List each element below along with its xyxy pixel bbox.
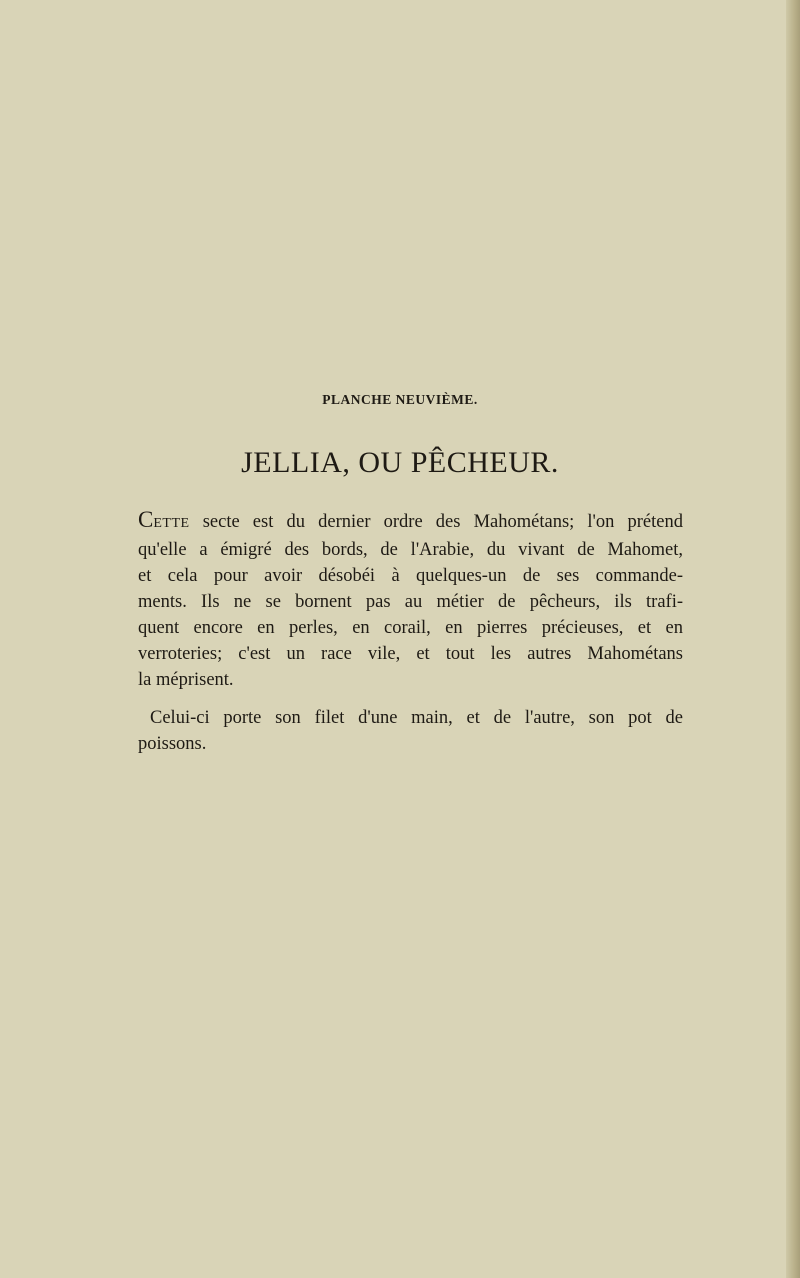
text-line: qu'elle a émigré des bords, de l'Arabie, du vivant de Mahomet,	[138, 540, 683, 560]
drop-cap: C	[138, 507, 154, 532]
paragraph-1	[138, 507, 683, 693]
text-line: poissons.	[138, 734, 207, 754]
small-caps: ETTE	[153, 516, 190, 531]
page-edge	[786, 0, 800, 1278]
text-line: Celui-ci porte son filet d'une main, et de l'autre, son pot de	[150, 708, 683, 728]
text-line: et cela pour avoir désobéi à quelques-un de ses commande-	[138, 566, 683, 586]
text-line: ments. Ils ne se bornent pas au métier de pêcheurs, ils trafi-	[138, 592, 683, 612]
paragraph-2	[138, 705, 683, 757]
text-line: la méprisent.	[138, 670, 234, 690]
text-line	[138, 507, 683, 537]
page-title: JELLIA, OU PÊCHEUR.	[241, 446, 559, 479]
text-line: quent encore en perles, en corail, en pierres précieuses, et en	[138, 618, 683, 638]
plate-header: PLANCHE NEUVIÈME.	[322, 392, 478, 407]
text-line-content: secte est du dernier ordre des Mahométans; l'on prétend	[189, 512, 683, 532]
text-line: verroteries; c'est un race vile, et tout les autres Mahométans	[138, 644, 683, 664]
